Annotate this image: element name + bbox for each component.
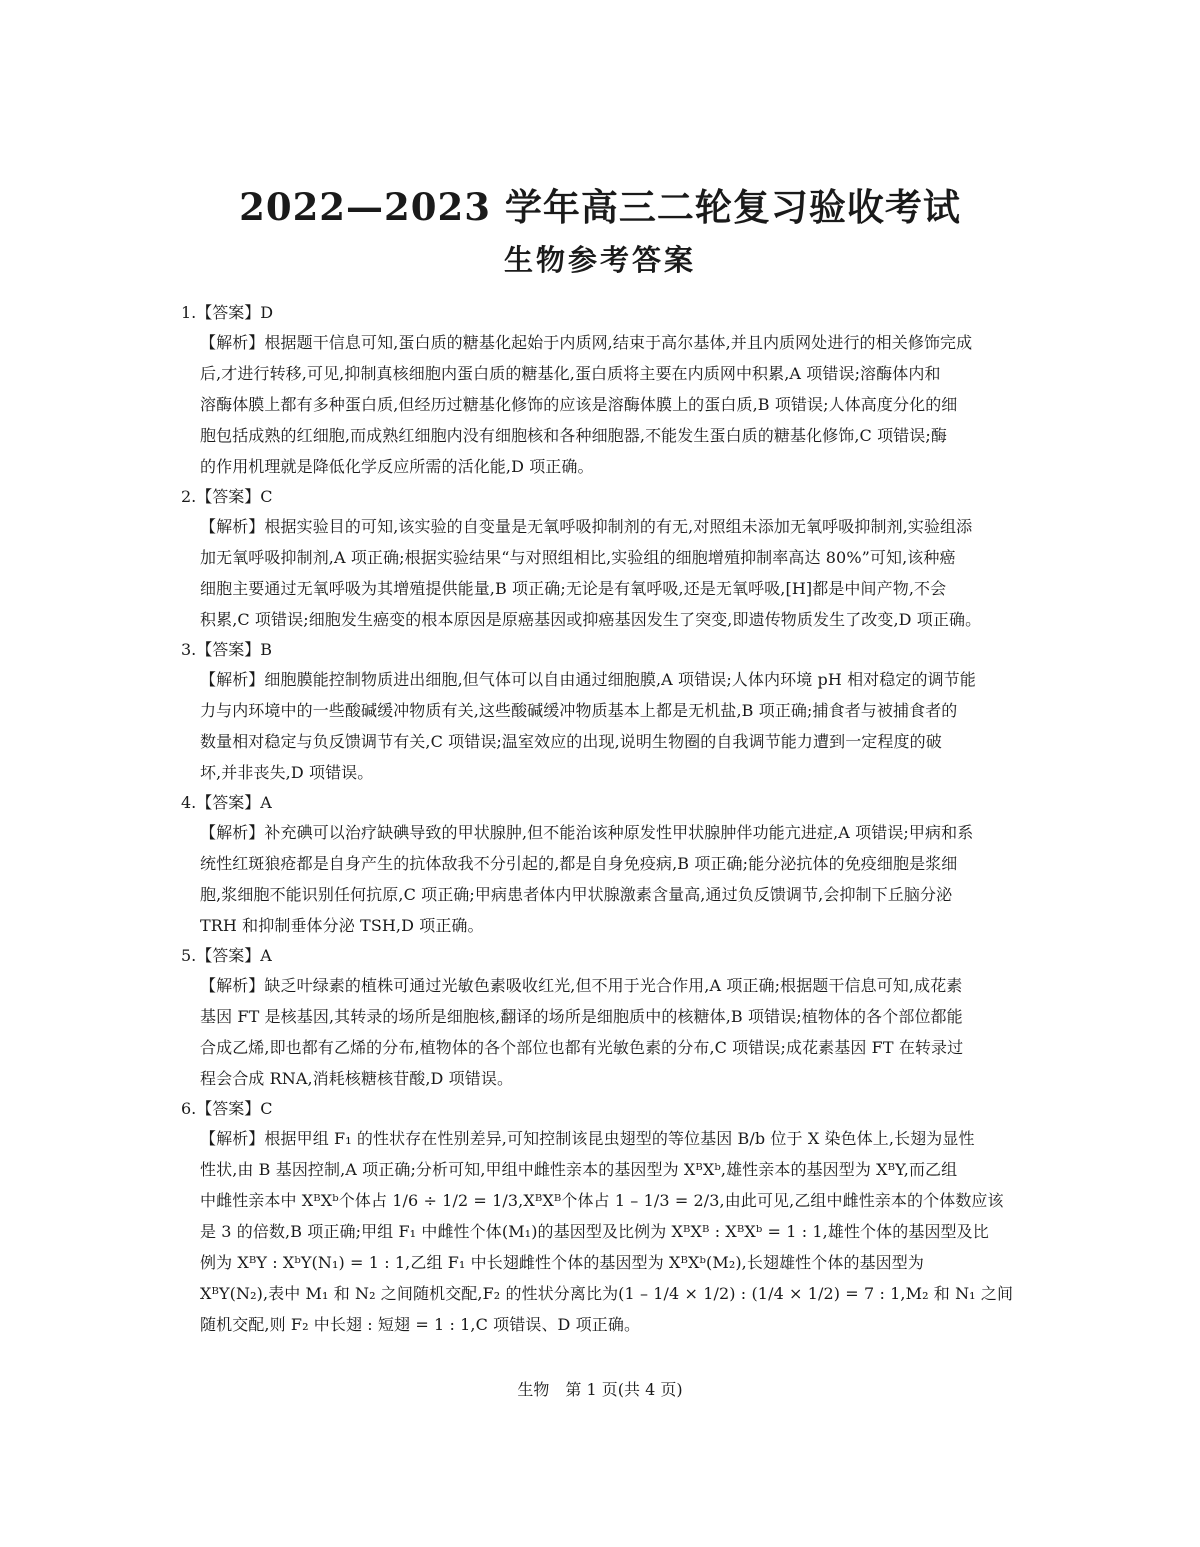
explanation-line: XᴮY(N₂),表中 M₁ 和 N₂ 之间随机交配,F₂ 的性状分离比为(1 – 1/4 × 1/2) : (1/4 × 1/2) = 7 : 1,M₂ 和 N₁ 之间 xyxy=(200,1284,1014,1303)
explanation-line: 溶酶体膜上都有多种蛋白质,但经历过糖基化修饰的应该是溶酶体膜上的蛋白质,B 项错误;人体高度分化的细 xyxy=(200,395,958,414)
explanation-line: 【解析】根据题干信息可知,蛋白质的糖基化起始于内质网,结束于高尔基体,并且内质网处进行的相关修饰完成 xyxy=(200,333,973,352)
explanation xyxy=(200,327,1018,482)
page-title: 2022—2023 学年高三二轮复习验收考试 xyxy=(239,185,961,229)
explanation-line: 中雌性亲本中 XᴮXᵇ个体占 1/6 ÷ 1/2 = 1/3,XᴮXᴮ个体占 1 – 1/3 = 2/3,由此可见,乙组中雌性亲本的个体数应该 xyxy=(200,1191,1004,1210)
explanation-line: 例为 XᴮY : XᵇY(N₁) = 1 : 1,乙组 F₁ 中长翅雌性个体的基因型为 XᴮXᵇ(M₂),长翅雄性个体的基因型为 xyxy=(200,1253,924,1272)
answer-line: 6.【答案】C xyxy=(181,1099,273,1118)
answer-line: 3.【答案】B xyxy=(181,640,273,659)
question-5 xyxy=(183,941,1018,1094)
question-2 xyxy=(183,482,1018,635)
explanation-line: 的作用机理就是降低化学反应所需的活化能,D 项正确。 xyxy=(200,457,594,476)
page-footer: 生物 第 1 页(共 4 页) xyxy=(517,1380,683,1399)
explanation xyxy=(200,970,1018,1094)
explanation-line: TRH 和抑制垂体分泌 TSH,D 项正确。 xyxy=(200,916,484,935)
explanation-line: 积累,C 项错误;细胞发生癌变的根本原因是原癌基因或抑癌基因发生了突变,即遗传物质发生了改变,D 项正确。 xyxy=(200,610,982,629)
explanation-line: 性状,由 B 基因控制,A 项正确;分析可知,甲组中雌性亲本的基因型为 XᴮXᵇ,雄性亲本的基因型为 XᴮY,而乙组 xyxy=(200,1160,958,1179)
explanation-line: 【解析】根据甲组 F₁ 的性状存在性别差异,可知控制该昆虫翅型的等位基因 B/b 位于 X 染色体上,长翅为显性 xyxy=(200,1129,975,1148)
answer-list xyxy=(183,298,1018,1340)
question-1 xyxy=(183,298,1018,482)
explanation xyxy=(200,664,1018,788)
explanation-line: 力与内环境中的一些酸碱缓冲物质有关,这些酸碱缓冲物质基本上都是无机盐,B 项正确;捕食者与被捕食者的 xyxy=(200,701,958,720)
explanation-line: 细胞主要通过无氧呼吸为其增殖提供能量,B 项正确;无论是有氧呼吸,还是无氧呼吸,[H]都是中间产物,不会 xyxy=(200,579,947,598)
question-6 xyxy=(183,1094,1018,1340)
page-subtitle: 生物参考答案 xyxy=(503,243,696,277)
explanation-line: 随机交配,则 F₂ 中长翅 : 短翅 = 1 : 1,C 项错误、D 项正确。 xyxy=(200,1315,641,1334)
explanation-line: 加无氧呼吸抑制剂,A 项正确;根据实验结果“与对照组相比,实验组的细胞增殖抑制率高达 80%”可知,该种癌 xyxy=(200,548,956,567)
answer-line: 4.【答案】A xyxy=(181,793,272,812)
explanation-line: 基因 FT 是核基因,其转录的场所是细胞核,翻译的场所是细胞质中的核糖体,B 项错误;植物体的各个部位都能 xyxy=(200,1007,963,1026)
explanation-line: 统性红斑狼疮都是自身产生的抗体敌我不分引起的,都是自身免疫病,B 项正确;能分泌抗体的免疫细胞是浆细 xyxy=(200,854,958,873)
explanation-line: 【解析】缺乏叶绿素的植株可通过光敏色素吸收红光,但不用于光合作用,A 项正确;根据题干信息可知,成花素 xyxy=(200,976,963,995)
answer-line: 1.【答案】D xyxy=(181,303,274,322)
explanation-line: 是 3 的倍数,B 项正确;甲组 F₁ 中雌性个体(M₁)的基因型及比例为 XᴮXᴮ : XᴮXᵇ = 1 : 1,雄性个体的基因型及比 xyxy=(200,1222,989,1241)
explanation-line: 坏,并非丧失,D 项错误。 xyxy=(200,763,374,782)
answer-line: 5.【答案】A xyxy=(181,946,272,965)
explanation-line: 后,才进行转移,可见,抑制真核细胞内蛋白质的糖基化,蛋白质将主要在内质网中积累,A 项错误;溶酶体内和 xyxy=(200,364,941,383)
explanation xyxy=(200,511,1018,635)
explanation-line: 【解析】细胞膜能控制物质进出细胞,但气体可以自由通过细胞膜,A 项错误;人体内环境 pH 相对稳定的调节能 xyxy=(200,670,976,689)
answer-line: 2.【答案】C xyxy=(181,487,273,506)
question-3 xyxy=(183,635,1018,788)
explanation-line: 【解析】补充碘可以治疗缺碘导致的甲状腺肿,但不能治该种原发性甲状腺肿伴功能亢进症,A 项错误;甲病和系 xyxy=(200,823,974,842)
explanation xyxy=(200,1123,1018,1340)
explanation-line: 程会合成 RNA,消耗核糖核苷酸,D 项错误。 xyxy=(200,1069,514,1088)
explanation-line: 胞包括成熟的红细胞,而成熟红细胞内没有细胞核和各种细胞器,不能发生蛋白质的糖基化修饰,C 项错误;酶 xyxy=(200,426,947,445)
explanation-line: 合成乙烯,即也都有乙烯的分布,植物体的各个部位也都有光敏色素的分布,C 项错误;成花素基因 FT 在转录过 xyxy=(200,1038,964,1057)
explanation xyxy=(200,817,1018,941)
explanation-line: 胞,浆细胞不能识别任何抗原,C 项正确;甲病患者体内甲状腺激素含量高,通过负反馈调节,会抑制下丘脑分泌 xyxy=(200,885,953,904)
explanation-line: 【解析】根据实验目的可知,该实验的自变量是无氧呼吸抑制剂的有无,对照组未添加无氧呼吸抑制剂,实验组添 xyxy=(200,517,973,536)
explanation-line: 数量相对稳定与负反馈调节有关,C 项错误;温室效应的出现,说明生物圈的自我调节能力遭到一定程度的破 xyxy=(200,732,942,751)
question-4 xyxy=(183,788,1018,941)
